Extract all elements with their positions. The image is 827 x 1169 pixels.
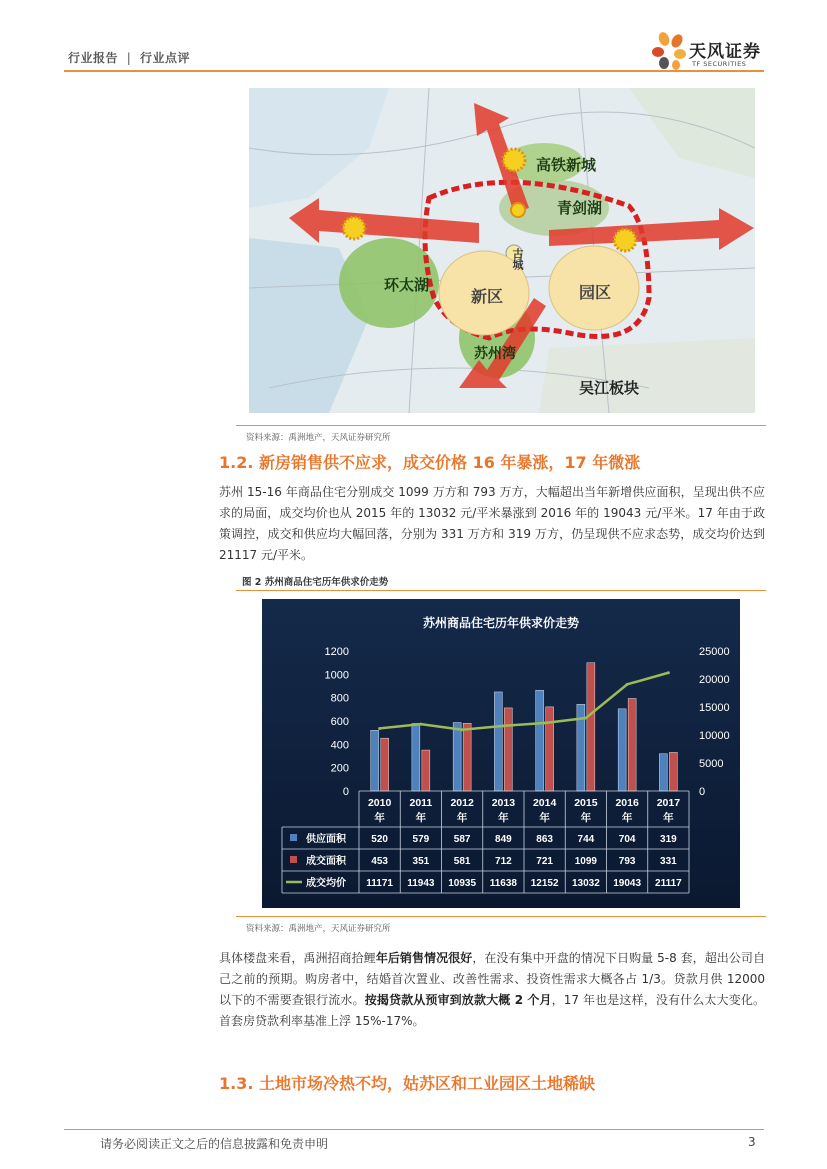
para2-bold-2: 按揭贷款从预审到放款大概 2 个月 <box>364 993 552 1007</box>
y-left-tick-label: 200 <box>330 762 349 775</box>
footer-disclaimer: 请务必阅读正文之后的信息披露和免责申明 <box>100 1137 329 1151</box>
brand-name-cn: 天风证券 <box>689 42 761 62</box>
para2-bold-1: 年后销售情况很好 <box>375 951 473 965</box>
avg-price-point <box>419 723 422 726</box>
table-cell-value: 331 <box>660 856 677 867</box>
legend-label: 供应面积 <box>306 834 346 845</box>
bar-transaction <box>587 663 595 791</box>
table-cell-value: 520 <box>371 834 388 845</box>
table-cell-value: 11638 <box>489 878 518 889</box>
x-tick-label-year: 2010 <box>367 797 392 809</box>
x-tick-label-year: 2013 <box>491 797 516 809</box>
bar-supply <box>494 692 502 791</box>
legend-swatch <box>290 834 297 841</box>
x-tick-label-suffix: 年 <box>415 812 427 824</box>
bar-supply <box>453 723 461 791</box>
project-detail-paragraph <box>219 948 765 1032</box>
y-right-tick-label: 25000 <box>699 646 730 658</box>
map-source-note: 资料来源：禹洲地产，天风证券研究所 <box>246 433 391 443</box>
table-cell-value: 849 <box>495 834 512 845</box>
bar-transaction <box>381 738 389 791</box>
x-tick-label-suffix: 年 <box>456 812 468 824</box>
chart-title: 苏州商品住宅历年供求价走势 <box>422 616 580 630</box>
table-cell-value: 10935 <box>448 878 477 889</box>
y-right-tick-label: 10000 <box>699 730 730 742</box>
y-right-tick-label: 20000 <box>699 674 730 686</box>
bar-transaction <box>546 707 554 791</box>
bar-transaction <box>463 723 471 791</box>
x-tick-label-suffix: 年 <box>580 812 592 824</box>
table-cell-value: 744 <box>577 834 595 845</box>
para2-text-1: 具体楼盘来看，禹洲招商拾鲤 <box>219 951 376 965</box>
table-cell-value: 13032 <box>571 878 600 889</box>
report-type-header <box>68 49 190 66</box>
table-cell-value: 863 <box>536 834 553 845</box>
legend-label: 成交面积 <box>306 856 346 867</box>
map-label-gucheng: 古城 <box>511 248 523 270</box>
x-tick-label-year: 2017 <box>656 797 681 809</box>
table-cell-value: 11171 <box>366 878 393 889</box>
x-tick-label-year: 2014 <box>532 797 557 809</box>
table-cell-value: 712 <box>495 856 512 867</box>
map-graphic <box>249 88 755 413</box>
y-right-tick-label: 0 <box>699 786 706 798</box>
table-cell-value: 11943 <box>407 878 435 889</box>
x-tick-label-year: 2016 <box>615 797 639 809</box>
para2-text-2: ，在没有集中开盘的情况下日购量 5-8 套，超出公司自己之前的预期。购房者中，结婚首次置业、改善性需求、投资性需求大概各占 1/3。贷款月供 12000 以下的不需要查银行流水。 <box>219 951 765 1007</box>
source-divider-2 <box>236 916 766 917</box>
bar-transaction <box>628 698 636 791</box>
map-label-xinqu: 新区 <box>471 289 504 306</box>
bar-transaction <box>422 750 430 791</box>
table-cell-value: 579 <box>412 834 430 845</box>
table-cell-value: 21117 <box>655 878 682 889</box>
supply-demand-price-chart <box>262 599 740 908</box>
table-cell-value: 793 <box>618 856 636 867</box>
y-left-tick-label: 0 <box>342 786 349 798</box>
y-left-tick-label: 1200 <box>324 646 349 658</box>
y-left-tick-label: 400 <box>330 739 349 752</box>
table-cell-value: 12152 <box>530 878 559 889</box>
y-right-tick-label: 15000 <box>699 702 730 714</box>
table-cell-value: 453 <box>371 856 388 867</box>
x-tick-label-year: 2015 <box>574 797 598 809</box>
figure-2-divider <box>236 590 766 591</box>
chart-source-note: 资料来源：禹洲地产，天风证券研究所 <box>246 924 391 934</box>
bar-transaction <box>504 708 512 791</box>
section-1-2-heading: 1.2. 新房销售供不应求，成交价格 16 年暴涨，17 年微涨 <box>219 453 641 472</box>
tf-logo-icon <box>650 30 688 72</box>
map-label-huantaihu: 环太湖 <box>384 277 430 294</box>
table-cell-value: 351 <box>412 856 430 867</box>
avg-price-point <box>626 683 629 686</box>
footer-divider <box>64 1129 764 1130</box>
avg-price-point <box>378 727 381 730</box>
bar-supply <box>618 709 626 791</box>
bar-supply <box>536 690 544 791</box>
bar-supply <box>412 723 420 791</box>
suzhou-region-map <box>249 88 755 413</box>
y-left-tick-label: 800 <box>330 692 349 705</box>
legend-swatch <box>290 856 297 863</box>
para2-text-3: ，17 年也是这样，没有什么太大变化。首套房贷款利率基准上浮 15%-17%。 <box>219 993 765 1028</box>
legend-label: 成交均价 <box>306 878 346 889</box>
avg-price-point <box>461 728 464 731</box>
section-1-2-paragraph: 苏州 15-16 年商品住宅分别成交 1099 万方和 793 万方，大幅超出当年新增供应面积，呈现出供不应求的局面，成交均价也从 2015 年的 13032 元/平米暴涨到 2016 年的 19043 元/平米。17 年由于政策调控，成交和供应均大幅回落，分别为 331 万方和 319 万方，仍呈现供不应求态势，成交均价达到 21117 元/平米。 <box>219 485 765 562</box>
map-label-wujiang: 吴江板块 <box>579 380 640 397</box>
avg-price-point <box>584 717 587 720</box>
map-label-yuanqu: 园区 <box>579 285 612 302</box>
x-tick-label-suffix: 年 <box>621 812 633 824</box>
x-tick-label-suffix: 年 <box>663 812 674 824</box>
header-subcategory: 行业点评 <box>139 51 190 65</box>
x-tick-label-suffix: 年 <box>374 812 385 824</box>
map-label-qingjian: 青剑湖 <box>557 200 603 217</box>
table-cell-value: 19043 <box>613 878 642 889</box>
map-label-gaotie: 高铁新城 <box>536 157 597 174</box>
table-cell-value: 319 <box>660 834 677 845</box>
section-1-3-heading: 1.3. 土地市场冷热不均，姑苏区和工业园区土地稀缺 <box>219 1074 595 1093</box>
x-tick-label-year: 2011 <box>409 797 433 809</box>
header-category: 行业报告 <box>68 51 119 65</box>
avg-price-point <box>667 671 670 674</box>
table-cell-value: 1099 <box>574 856 597 867</box>
table-cell-value: 721 <box>536 856 553 867</box>
table-cell-value: 704 <box>618 834 636 845</box>
x-tick-label-suffix: 年 <box>539 812 550 824</box>
map-label-suzhouwan: 苏州湾 <box>474 345 516 361</box>
avg-price-point <box>543 721 546 724</box>
bar-supply <box>371 730 379 791</box>
bar-supply <box>659 754 667 791</box>
y-left-tick-label: 600 <box>330 716 349 728</box>
table-cell-value: 581 <box>453 856 471 867</box>
y-right-tick-label: 5000 <box>699 758 724 770</box>
source-divider-1 <box>236 425 766 426</box>
x-tick-label-suffix: 年 <box>498 812 509 824</box>
brand-name-en: TF SECURITIES <box>692 60 747 68</box>
figure-2-caption: 图 2 苏州商品住宅历年供求价走势 <box>242 577 389 588</box>
avg-price-point <box>502 724 505 727</box>
x-tick-label-year: 2012 <box>450 797 474 809</box>
header-separator: | <box>126 51 132 65</box>
table-cell-value: 587 <box>453 834 471 845</box>
bar-transaction <box>669 752 677 791</box>
page-number: 3 <box>748 1135 756 1149</box>
y-left-tick-label: 1000 <box>324 669 349 682</box>
